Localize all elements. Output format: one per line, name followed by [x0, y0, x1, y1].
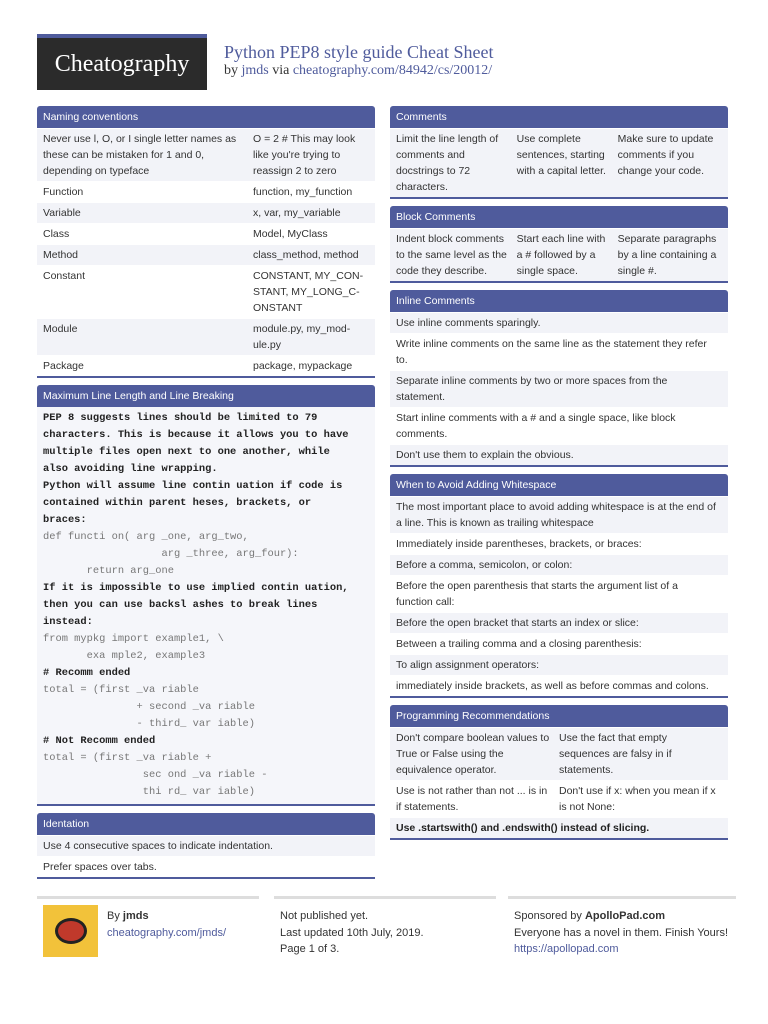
cell: module.py, my_module.py — [253, 323, 351, 351]
left-column — [37, 106, 375, 886]
section-header: Programming Recommendations — [390, 705, 728, 727]
item-text: Separate inline comments by two or more spaces from the statement. — [396, 375, 668, 403]
list-item — [390, 496, 728, 533]
cell: Never use l, O, or I single letter names as these can be mistaken for 1 and 0, depending on typeface — [43, 133, 237, 177]
via-label: via — [272, 63, 290, 78]
code-line: contained within parent heses, brackets, or — [43, 497, 312, 509]
table-row — [37, 244, 375, 265]
code-line: If it is impossible to use implied contin uation, — [43, 582, 349, 594]
cell: Use is not rather than not ... is in if statements. — [396, 785, 548, 813]
code-line: sec ond _va riable - — [43, 769, 268, 781]
section-header: Naming conventions — [37, 106, 375, 128]
section-when-to-avoid-adding-whitespace — [390, 474, 728, 698]
cell: Use complete sentences, starting with a capital letter. — [516, 133, 606, 177]
item-text: To align assignment operators: — [396, 659, 539, 671]
section-inline-comments — [390, 290, 728, 467]
code-line: instead: — [43, 616, 93, 628]
published-status: Not published yet. — [280, 910, 369, 922]
sponsor-link[interactable]: https://apollopad.com — [514, 943, 619, 955]
code-block — [37, 407, 375, 804]
code-line: def functi on( arg _one, arg_two, — [43, 531, 249, 543]
rows — [37, 835, 375, 877]
rows — [390, 228, 728, 281]
table-row — [37, 128, 375, 181]
table-row — [390, 780, 728, 817]
code-line: braces: — [43, 514, 87, 526]
list-item — [390, 333, 728, 370]
code-line: then you can use backsl ashes to break lines — [43, 599, 318, 611]
footer-by-label: By — [107, 910, 120, 922]
section-block-comments — [390, 206, 728, 283]
table-row — [37, 181, 375, 202]
cell: package, mypackage — [253, 360, 353, 372]
table-row — [37, 202, 375, 223]
cell: Use .startswith() and .endswith() instead of slicing. — [396, 822, 650, 834]
code-line: - third_ var iable) — [43, 718, 256, 730]
list-item — [37, 856, 375, 877]
list-item — [390, 533, 728, 554]
footer-sponsor — [508, 896, 736, 958]
item-text: Before the open parenthesis that starts the argument list of a function call: — [396, 580, 678, 608]
list-item — [390, 407, 728, 444]
table-row — [37, 318, 375, 355]
cell: Indent block comments to the same level as the code they describe. — [396, 233, 507, 277]
item-text: immediately inside brackets, as well as before commas and colons. — [396, 680, 709, 692]
cell: class_method, method — [253, 249, 359, 261]
footer-author — [37, 896, 259, 941]
table-row — [390, 228, 728, 281]
list-item — [390, 312, 728, 333]
code-line: # Not Recomm ended — [43, 735, 156, 747]
section-header: Maximum Line Length and Line Breaking — [37, 385, 375, 407]
cell: Limit the line length of comments and docstrings to 72 characters. — [396, 133, 499, 193]
cell: Model, MyClass — [253, 228, 328, 240]
item-text: Use inline comments sparingly. — [396, 317, 541, 329]
sheet-url-link[interactable]: cheatography.com/84942/cs/20012/ — [292, 63, 493, 78]
last-updated: Last updated 10th July, 2019. — [280, 926, 424, 939]
rows — [390, 496, 728, 696]
code-line: Python will assume line contin uation if code is — [43, 480, 343, 492]
page-number: Page 1 of 3. — [280, 943, 340, 955]
item-text: Start inline comments with a # and a single space, like block comments. — [396, 412, 676, 440]
right-column — [390, 106, 728, 847]
item-text: Before the open bracket that starts an index or slice: — [396, 617, 639, 629]
cheatography-logo[interactable]: Cheatography — [37, 34, 207, 90]
list-item — [390, 654, 728, 675]
cell: Constant — [43, 270, 86, 282]
cell: Use the fact that empty sequences are falsy in if statements. — [559, 732, 672, 776]
table-row — [390, 128, 728, 197]
table-row — [390, 727, 728, 780]
code-line: # Recomm ended — [43, 667, 131, 679]
section-programming-recommendations — [390, 705, 728, 840]
item-text: Prefer spaces over tabs. — [43, 861, 157, 873]
table-row — [37, 355, 375, 376]
list-item — [390, 444, 728, 465]
item-text: Use 4 consecutive spaces to indicate indentation. — [43, 840, 273, 852]
table-row — [390, 817, 728, 838]
list-item — [390, 675, 728, 696]
page-title: Python PEP8 style guide Cheat Sheet — [224, 42, 494, 62]
footer-author-name: jmds — [122, 910, 149, 922]
item-text: Before a comma, semicolon, or colon: — [396, 559, 573, 571]
cell: Make sure to update comments if you change your code. — [617, 133, 714, 177]
code-line: total = (first _va riable — [43, 684, 199, 696]
cell: Don't use if x: when you mean if x is not None: — [559, 785, 716, 813]
cell: O = 2 # This may look like you're trying to reassign 2 to zero — [253, 133, 356, 177]
cell: function, my_function — [253, 186, 353, 198]
sponsor-name[interactable]: ApolloPad.com — [584, 910, 666, 922]
cell: Package — [43, 360, 84, 372]
rows — [390, 128, 728, 197]
section-naming-conventions — [37, 106, 375, 378]
cell: Function — [43, 186, 84, 198]
section-comments — [390, 106, 728, 199]
list-item — [390, 633, 728, 654]
section-header: Identation — [37, 813, 375, 835]
item-text: Immediately inside parentheses, brackets, or braces: — [396, 538, 642, 550]
section-header: Comments — [390, 106, 728, 128]
table-row — [37, 265, 375, 318]
cell: Separate paragraphs by a line containing a single #. — [617, 233, 717, 277]
code-line: multiple files open next to one another, while — [43, 446, 330, 458]
rows — [390, 727, 728, 838]
rows — [390, 312, 728, 465]
footer-author-link[interactable]: cheatography.com/jmds/ — [107, 926, 227, 939]
code-line: characters. This is because it allows you to have — [43, 429, 349, 441]
list-item — [390, 575, 728, 612]
code-line: + second _va riable — [43, 701, 256, 713]
cell: Variable — [43, 207, 81, 219]
byline — [224, 63, 492, 79]
section-header: When to Avoid Adding Whitespace — [390, 474, 728, 496]
section-header: Block Comments — [390, 206, 728, 228]
sponsored-label: Sponsored by — [514, 910, 582, 922]
code-line: thi rd_ var iable) — [43, 786, 256, 798]
code-line: from mypkg import example1, \ — [43, 633, 224, 645]
cell: Module — [43, 323, 78, 335]
author-link[interactable]: jmds — [241, 63, 269, 78]
table-row — [37, 223, 375, 244]
item-text: Between a trailing comma and a closing parenthesis: — [396, 638, 642, 650]
code-line: return arg_one — [43, 565, 174, 577]
section-identation — [37, 813, 375, 879]
section-maximum-line-length-and-line-breaking — [37, 385, 375, 806]
rows — [37, 128, 375, 376]
item-text: Write inline comments on the same line as the statement they refer to. — [396, 338, 707, 366]
item-text: The most important place to avoid adding whitespace is at the end of a line. This is known as trailing whitespace — [396, 501, 716, 529]
by-label: by — [224, 63, 238, 78]
code-line: arg _three, arg_four): — [43, 548, 299, 560]
list-item — [390, 612, 728, 633]
cell: CONSTANT, MY_CONSTANT, MY_LONG_CONSTANT — [253, 270, 364, 314]
section-header: Inline Comments — [390, 290, 728, 312]
cell: Method — [43, 249, 79, 261]
code-line: total = (first _va riable + — [43, 752, 212, 764]
code-line: exa mple2, example3 — [43, 650, 206, 662]
list-item — [390, 370, 728, 407]
cell: Class — [43, 228, 70, 240]
cell: x, var, my_variable — [253, 207, 341, 219]
cell: Start each line with a # followed by a single space. — [516, 233, 606, 277]
list-item — [390, 554, 728, 575]
code-line: PEP 8 suggests lines should be limited to 79 — [43, 412, 318, 424]
sponsor-tagline: Everyone has a novel in them. Finish Yours! — [514, 926, 729, 939]
item-text: Don't use them to explain the obvious. — [396, 449, 574, 461]
footer-status — [274, 896, 496, 958]
list-item — [37, 835, 375, 856]
cell: Don't compare boolean values to True or False using the equivalence operator. — [396, 732, 550, 776]
code-line: also avoiding line wrapping. — [43, 463, 218, 475]
